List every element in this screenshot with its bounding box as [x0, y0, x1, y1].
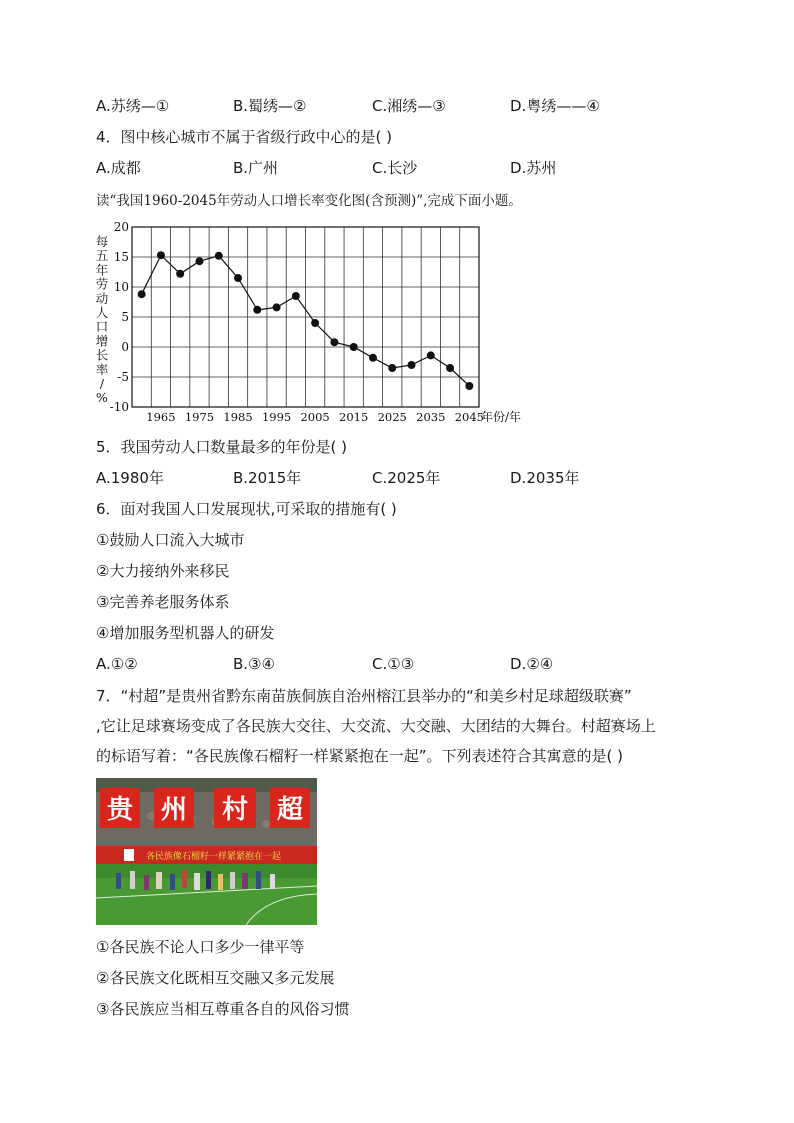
q5-option-c: C.2025年 — [372, 469, 441, 487]
y-axis-label-char: 人 — [95, 305, 109, 320]
x-tick-label: 2035 — [416, 410, 446, 422]
q6-options — [96, 654, 696, 674]
x-tick-labels — [146, 410, 484, 422]
data-point — [465, 382, 473, 390]
sign-char-3: 村 — [221, 795, 249, 825]
q7-item-3: ③各民族应当相互尊重各自的风俗习惯 — [96, 1000, 350, 1018]
labor-growth-line-chart — [92, 222, 532, 422]
data-point — [138, 290, 146, 298]
data-point — [388, 364, 396, 372]
q6-item-1: ①鼓励人口流入大城市 — [96, 531, 245, 549]
data-point — [292, 292, 300, 300]
q7-stem-line-2: ,它让足球赛场变成了各民族大交往、大交流、大交融、大团结的大舞台。村超赛场上 — [96, 717, 656, 735]
q5-options — [96, 468, 696, 488]
q6-option-c: C.①③ — [372, 655, 415, 673]
x-tick-label: 1995 — [261, 410, 292, 422]
q3-option-a: A.苏绣—① — [96, 97, 170, 115]
q7-stem-line-1: 7．“村超”是贵州省黔东南苗族侗族自治州榕江县举办的“和美乡村足球超级联赛” — [96, 687, 632, 705]
y-axis-label-char: 劳 — [95, 276, 109, 292]
data-point — [195, 257, 203, 265]
q7-stem-line-3: 的标语写着：“各民族像石榴籽一样紧紧抱在一起”。下列表述符合其寓意的是( ) — [96, 747, 624, 765]
data-point — [350, 343, 358, 351]
y-axis-label-char: % — [96, 390, 108, 406]
x-axis-label: 年份/年 — [481, 410, 522, 422]
q4-option-c: C.长沙 — [372, 159, 418, 177]
y-tick-labels — [110, 222, 129, 414]
y-tick-label: -10 — [109, 400, 129, 414]
q3-options — [96, 96, 696, 116]
q4-option-d: D.苏州 — [510, 159, 557, 177]
y-axis-label-char: 增 — [95, 333, 109, 349]
y-axis-label-char: / — [99, 376, 105, 391]
q6-stem: 6．面对我国人口发展现状,可采取的措施有( ) — [96, 500, 397, 518]
q6-item-2: ②大力接纳外来移民 — [96, 562, 230, 580]
data-point — [273, 303, 281, 311]
data-point — [446, 364, 454, 372]
x-tick-label: 2025 — [377, 410, 407, 422]
data-point — [234, 274, 242, 282]
data-point — [176, 270, 184, 278]
y-tick-label: 20 — [113, 222, 129, 234]
x-tick-label: 2045 — [454, 410, 485, 422]
y-tick-label: 5 — [121, 310, 129, 324]
q6-item-3: ③完善养老服务体系 — [96, 593, 230, 611]
chart-grid — [132, 227, 479, 407]
sign-char-1: 贵 — [106, 795, 134, 825]
y-axis-label-char: 每 — [95, 234, 109, 249]
x-tick-label: 1975 — [184, 410, 215, 422]
q5-option-a: A.1980年 — [96, 469, 164, 487]
y-tick-label: -5 — [117, 370, 129, 384]
data-point — [253, 306, 261, 314]
x-tick-label: 1965 — [146, 410, 176, 422]
x-tick-label: 2015 — [339, 410, 369, 422]
q4-option-b: B.广州 — [233, 159, 279, 177]
data-point — [157, 251, 165, 259]
chart-intro: 读“我国1960-2045年劳动人口增长率变化图(含预测)”,完成下面小题。 — [96, 193, 522, 209]
y-axis-label-char: 长 — [95, 347, 109, 363]
x-tick-label: 2005 — [300, 410, 330, 422]
q7-item-1: ①各民族不论人口多少一律平等 — [96, 938, 305, 956]
y-tick-label: 15 — [113, 250, 129, 264]
data-point — [408, 361, 416, 369]
sign-char-4: 超 — [276, 795, 304, 825]
q3-option-c: C.湘绣—③ — [372, 97, 446, 115]
q6-option-d: D.②④ — [510, 655, 554, 673]
data-point — [330, 338, 338, 346]
y-axis-label-char: 年 — [95, 262, 109, 278]
q4-options — [96, 158, 696, 178]
q5-stem: 5．我国劳动人口数量最多的年份是( ) — [96, 438, 348, 456]
data-point — [311, 319, 319, 327]
sign-char-2: 州 — [160, 795, 188, 825]
data-point — [427, 351, 435, 359]
q7-item-2: ②各民族文化既相互交融又多元发展 — [96, 969, 335, 987]
q6-item-4: ④增加服务型机器人的研发 — [96, 624, 275, 642]
data-point — [215, 252, 223, 260]
q4-stem: 4．图中核心城市不属于省级行政中心的是( ) — [96, 128, 393, 146]
y-axis-label-char: 五 — [95, 248, 109, 264]
q6-option-a: A.①② — [96, 655, 138, 673]
y-tick-label: 0 — [121, 340, 129, 354]
x-tick-label: 1985 — [223, 410, 253, 422]
y-axis-label-char: 率 — [95, 361, 109, 377]
data-point — [369, 354, 377, 362]
y-axis-label-char: 口 — [95, 319, 109, 335]
y-axis-label — [96, 234, 109, 405]
y-axis-label-char: 动 — [95, 290, 109, 306]
photo-banner: 各民族像石榴籽一样紧紧抱在一起 — [146, 852, 282, 862]
q4-option-a: A.成都 — [96, 159, 141, 177]
village-super-league-photo — [96, 778, 317, 925]
q3-option-b: B.蜀绣—② — [233, 97, 307, 115]
q5-option-d: D.2035年 — [510, 469, 580, 487]
q5-option-b: B.2015年 — [233, 469, 302, 487]
y-tick-label: 10 — [113, 280, 129, 294]
q3-option-d: D.粤绣——④ — [510, 97, 600, 115]
q6-option-b: B.③④ — [233, 655, 275, 673]
